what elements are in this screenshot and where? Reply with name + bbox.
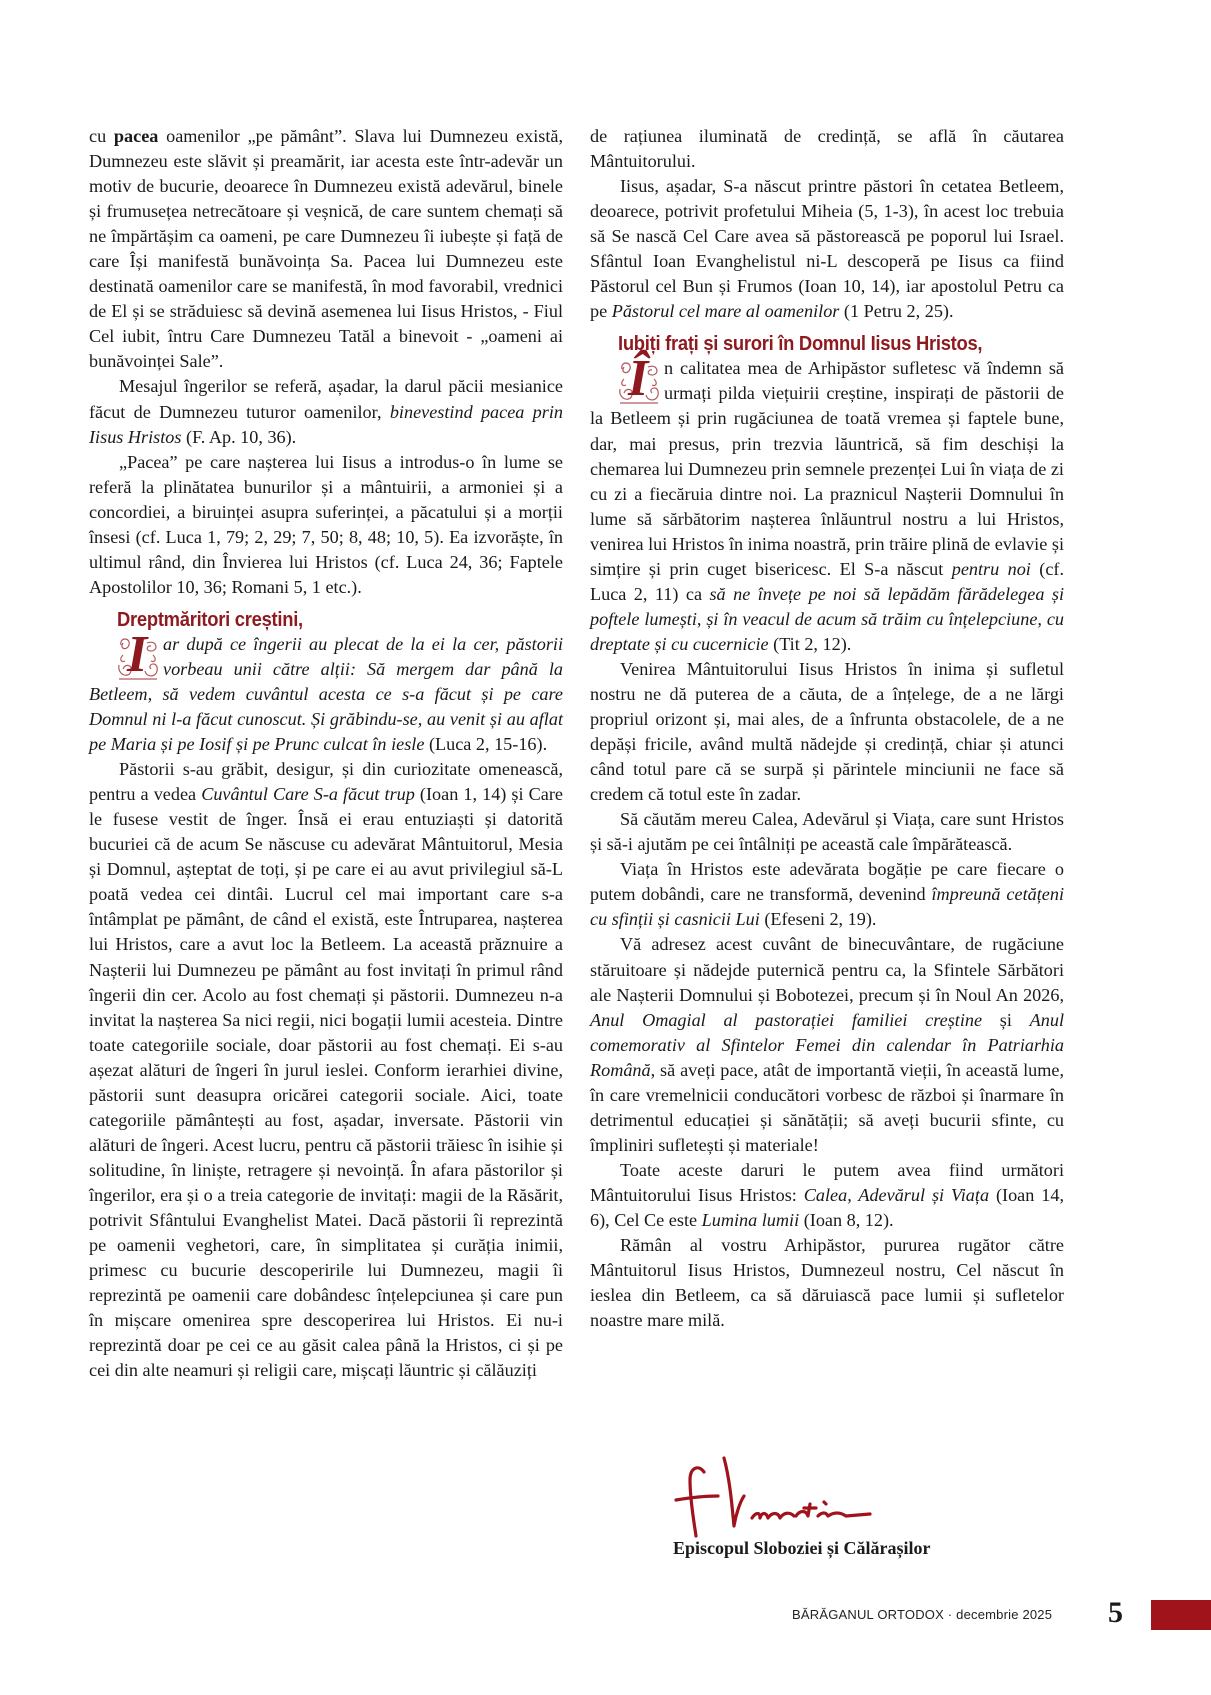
paragraph: Venirea Mântuitorului Iisus Hristos în inima și sufletul nostru ne dă puterea de a căuta, de a înțelege, de a ne lărgi propriul orizont și, mai ales, de a înfrunta obstacolele, de a ne depăși fricile, având multă nădejde și credință, chiar și atunci când totul pare că se surpă și părintele minciunii ne face să credem că totul este în zadar.	[590, 658, 1064, 805]
signer-title: Episcopul Sloboziei și Călărașilor	[673, 1538, 931, 1558]
ornamental-dropcap-icon: I	[117, 635, 159, 681]
paragraph: de rațiunea iluminată de credință, se află în căutarea Mântuitorului.	[590, 126, 1064, 172]
page-number: 5	[1108, 1596, 1123, 1629]
section-heading: Dreptmăritori creștini,	[117, 608, 303, 631]
paragraph: n calitatea mea de Arhipăstor sufletesc vă îndemn să urmați pilda viețuirii creștine, inspirați de păstorii de la Betleem și prin rugăciunea de toată vremea și faptele bune, dar, mai presus, prin trezvia lăuntrică, să fim deschiși la chemarea lui Dumnezeu prin semnele prezenței Lui în viața de zi cu zi a fiecăruia dintre noi. La praznicul Nașterii Domnului în lume să sărbătorim nașterea înlăuntrul nostru a lui Hristos, venirea lui Hristos în inima noastră, prin trăire plină de evlavie și simțire și prin cuget bisericesc. El S-a născut pentru noi (cf. Luca 2, 11) ca să ne învețe pe noi să lepădăm fărădelegea și poftele lumești, și în veacul de acum să trăim cu înțelepciune, cu dreptate și cu cucernicie (Tit 2, 12).	[590, 358, 1064, 654]
paragraph: Toate aceste daruri le putem avea fiind următori Mântuitorului Iisus Hristos: Calea, Adevărul și Viața (Ioan 14, 6), Cel Ce este Lumina lumii (Ioan 8, 12).	[590, 1159, 1064, 1230]
right-column	[590, 124, 1064, 1333]
paragraph: Să căutăm mereu Calea, Adevărul și Viața, care sunt Hristos și să-i ajutăm pe cei întâlniți pe această cale împărătească.	[590, 809, 1064, 855]
paragraph: Iisus, așadar, S-a născut printre păstori în cetatea Betleem, deoarece, potrivit profetului Miheia (5, 1-3), în acest loc trebuia să Se nască Cel Care avea să păstorească pe poporul lui Israel. Sfântul Ioan Evanghelistul ni-L descoperă pe Iisus ca fiind Păstorul cel Bun și Frumos (Ioan 10, 14), iar apostolul Petru ca pe Păstorul cel mare al oamenilor (1 Petru 2, 25).	[590, 176, 1064, 322]
paragraph: ar după ce îngerii au plecat de la ei la cer, păstorii vorbeau unii către alții: Să mergem dar până la Betleem, să vedem cuvântul acesta ce s-a făcut și pe care Domnul ni l-a făcut cunoscut. Și grăbindu-se, au venit și au aflat pe Maria și pe Iosif și pe Prunc culcat în iesle (Luca 2, 15-16).	[89, 633, 563, 755]
paragraph: Vă adresez acest cuvânt de binecuvântare, de rugăciune stăruitoare și nădejde puternică pentru ca, la Sfintele Sărbători ale Nașterii Domnului și Bobotezei, precum și în Noul An 2026, Anul Omagial al pastorației familiei creștine și Anul comemorativ al Sfintelor Femei din calendar în Patriarhia Română, să aveți pace, atât de importantă vieții, în această lume, în care vremelnicii conducători vorbesc de război și înarmare în detrimentul educației și sănătății; să aveți bucurii sfinte, cu împliniri sufletești și materiale!	[590, 934, 1064, 1155]
page-tab-decoration	[1151, 1600, 1211, 1630]
paragraph: Mesajul îngerilor se referă, așadar, la darul păcii mesianice făcut de Dumnezeu tuturor oamenilor, binevestind pacea prin Iisus Hristos (F. Ap. 10, 36).	[89, 376, 563, 447]
section-heading: Iubiți frați și surori în Domnul Iisus Hristos,	[618, 333, 983, 356]
footer-publication: BĂRĂGANUL ORTODOX · decembrie 2025	[792, 1607, 1053, 1622]
paragraph: Păstorii s-au grăbit, desigur, și din curiozitate omenească, pentru a vedea Cuvântul Care S-a făcut trup (Ioan 1, 14) și Care le fusese vestit de înger. Însă ei erau entuziaști și datorită bucuriei că de acum Se născuse cu adevărat Mântuitorul, Mesia și Domnul, așteptat de toți, și pe care ei au avut privilegiul să-L poată vedea cei dintâi. Lucrul cel mai important care s-a întâmplat pe pământ, de când el există, este Întruparea, nașterea lui Hristos, care a avut loc la Betleem. La această prăznuire a Nașterii lui Dumnezeu pe pământ au fost invitați în primul rând îngerii din cer. Acolo au fost chemați și păstorii. Dumnezeu n-a invitat la nașterea Sa nici regii, nici bogații lumii acesteia. Dintre toate categoriile sociale, doar păstorii au fost chemați. Ei s-au așezat alături de îngeri în jurul ieslei. Conform ierarhiei divine, păstorii sunt deasupra oricărei categorii sociale. Aici, toate categoriile pământești au fost, așadar, inversate. Păstorii vin alături de îngeri. Acest lucru, pentru că păstorii trăiesc în isihie și solitudine, în liniște, retragere și nevoință. În afara păstorilor și îngerilor, era și o a treia categorie de invitați: magii de la Răsărit, potrivit Sfântului Evanghelist Matei. Dacă păstorii îi reprezintă pe oamenii veghetori, care, în simplitatea și curăția inimii, primesc cu bucurie descoperirile lui Dumnezeu, magii îi reprezintă pe oamenii care dobândesc înțelepciunea și care pun în mișcare omenirea spre descoperirea lui Hristos. Ei nu-i reprezintă doar pe cei ce au găsit calea până la Hristos, ci și pe cei din alte neamuri și religii care, mișcați lăuntric și călăuziți	[89, 759, 563, 1381]
paragraph-with-dropcap	[89, 625, 563, 757]
paragraph: Viața în Hristos este adevărata bogăție pe care fiecare o putem dobândi, care ne transformă, devenind împreună cetățeni cu sfinții și casnicii Lui (Efeseni 2, 19).	[590, 859, 1064, 930]
paragraph: „Pacea” pe care nașterea lui Iisus a introdus-o în lume se referă la plinătatea bunurilor și a mântuirii, a armoniei și a concordiei, a biruinței asupra suferinței, a păcatului și a morții însesi (cf. Luca 1, 79; 2, 29; 7, 50; 8, 48; 10, 5). Ea izvorăște, în ultimul rând, din Învierea lui Hristos (cf. Luca 24, 36; Faptele Apostolilor 10, 36; Romani 5, 1 etc.).	[89, 451, 563, 597]
paragraph: cu pacea oamenilor „pe pământ”. Slava lui Dumnezeu există, Dumnezeu este slăvit și preamărit, iar acesta este într-adevăr un motiv de bucurie, deoarece în Dumnezeu există adevărul, binele și frumusețea netrecătoare și veșnică, de care suntem chemați să ne împărtășim ca oameni, pe care Dumnezeu îi iubește și față de care Își manifestă bunăvoința Sa. Pacea lui Dumnezeu este destinată oamenilor care se manifestă, în mod favorabil, vrednici de El și se străduiesc să devină asemenea lui Iisus Hristos, - Fiul Cel iubit, întru Care Dumnezeu Tatăl a binevoit - „oameni ai bunăvoinței Sale”.	[89, 126, 563, 372]
paragraph: Rămân al vostru Arhipăstor, pururea rugător către Mântuitorul Iisus Hristos, Dumnezeul nostru, Cel născut în ieslea din Betleem, ca să dăruiască pace lumii și sufletelor noastre mare milă.	[590, 1235, 1064, 1331]
ornamental-dropcap-icon: Î	[618, 359, 660, 405]
paragraph-with-dropcap	[590, 350, 1064, 657]
left-column	[89, 124, 563, 1383]
